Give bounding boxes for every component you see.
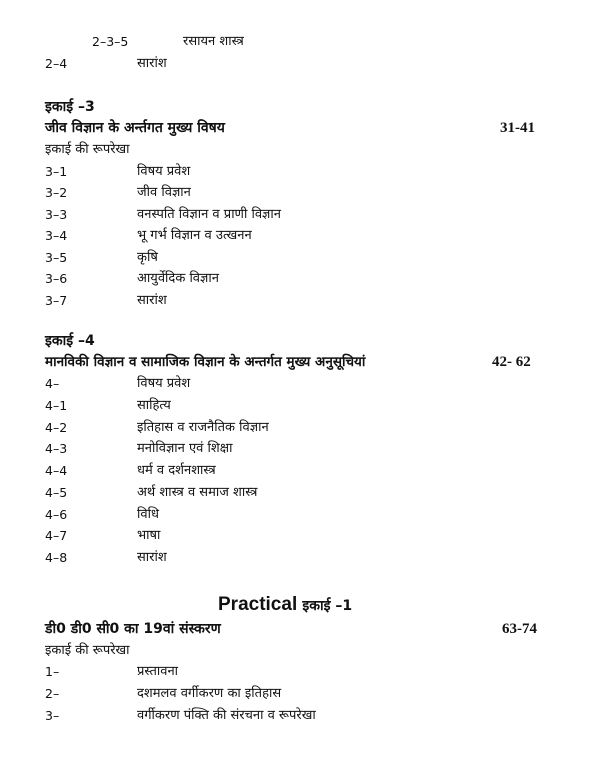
item-number: 1– bbox=[45, 664, 60, 679]
item-label: रसायन शास्त्र bbox=[183, 34, 244, 49]
unit-3-title: जीव विज्ञान के अर्न्तगत मुख्य विषय bbox=[45, 120, 225, 136]
item-label: विषय प्रवेश bbox=[137, 376, 191, 391]
item-label: विषय प्रवेश bbox=[137, 164, 191, 179]
item-number: 4–7 bbox=[45, 528, 68, 543]
item-number: 4–5 bbox=[45, 485, 68, 500]
item-label: जीव विज्ञान bbox=[137, 185, 191, 200]
practical-title-unit: इकाई –1 bbox=[302, 598, 353, 614]
item-number: 2–4 bbox=[45, 56, 68, 71]
item-number: 4–1 bbox=[45, 398, 68, 413]
unit-3-label: इकाई –3 bbox=[45, 99, 95, 115]
item-number: 4–4 bbox=[45, 463, 68, 478]
item-label: इतिहास व राजनैतिक विज्ञान bbox=[137, 420, 269, 435]
item-number: 3–7 bbox=[45, 293, 68, 308]
item-number: 2– bbox=[45, 686, 60, 701]
unit-3-pages: 31-41 bbox=[500, 120, 535, 136]
practical-heading: डी0 डी0 सी0 का 19वां संस्करण bbox=[45, 621, 221, 637]
unit-4-pages: 42- 62 bbox=[492, 354, 531, 370]
item-number: 4–2 bbox=[45, 420, 68, 435]
practical-pages: 63-74 bbox=[502, 621, 537, 637]
item-label: भू गर्भ विज्ञान व उत्खनन bbox=[137, 228, 252, 243]
practical-unit-title bbox=[218, 593, 352, 618]
item-label: सारांश bbox=[137, 56, 167, 71]
item-number: 3–5 bbox=[45, 250, 68, 265]
item-label: सारांश bbox=[137, 550, 167, 565]
item-number: 3–3 bbox=[45, 207, 68, 222]
item-number: 3– bbox=[45, 708, 60, 723]
item-label: वर्गीकरण पंक्ति की संरचना व रूपरेखा bbox=[137, 708, 316, 723]
item-label: प्रस्तावना bbox=[137, 664, 179, 679]
practical-outline-label: इकाई की रूपरेखा bbox=[45, 643, 130, 658]
item-label: दशमलव वर्गीकरण का इतिहास bbox=[137, 686, 282, 701]
item-number: 4–8 bbox=[45, 550, 68, 565]
item-label: सारांश bbox=[137, 293, 167, 308]
item-label: साहित्य bbox=[137, 398, 171, 413]
item-number: 4–3 bbox=[45, 441, 68, 456]
item-number: 2–3–5 bbox=[92, 34, 129, 49]
item-label: वनस्पति विज्ञान व प्राणी विज्ञान bbox=[137, 207, 281, 222]
unit-3-outline-label: इकाई की रूपरेखा bbox=[45, 142, 130, 157]
item-label: अर्थ शास्त्र व समाज शास्त्र bbox=[137, 485, 258, 500]
item-number: 3–2 bbox=[45, 185, 68, 200]
practical-title-en: Practical bbox=[218, 594, 298, 615]
item-number: 3–6 bbox=[45, 271, 68, 286]
item-number: 3–4 bbox=[45, 228, 68, 243]
item-label: कृषि bbox=[137, 250, 158, 265]
item-label: भाषा bbox=[137, 528, 161, 543]
unit-4-title: मानविकी विज्ञान व सामाजिक विज्ञान के अन्तर्गत मुख्य अनुसूचियां bbox=[45, 354, 366, 370]
unit-4-label: इकाई –4 bbox=[45, 333, 95, 349]
item-number: 4–6 bbox=[45, 507, 68, 522]
item-label: विधि bbox=[137, 507, 159, 522]
item-label: मनोविज्ञान एवं शिक्षा bbox=[137, 441, 233, 456]
item-number: 4– bbox=[45, 376, 60, 391]
item-label: आयुर्वेदिक विज्ञान bbox=[137, 271, 219, 286]
item-number: 3–1 bbox=[45, 164, 68, 179]
item-label: धर्म व दर्शनशास्त्र bbox=[137, 463, 216, 478]
